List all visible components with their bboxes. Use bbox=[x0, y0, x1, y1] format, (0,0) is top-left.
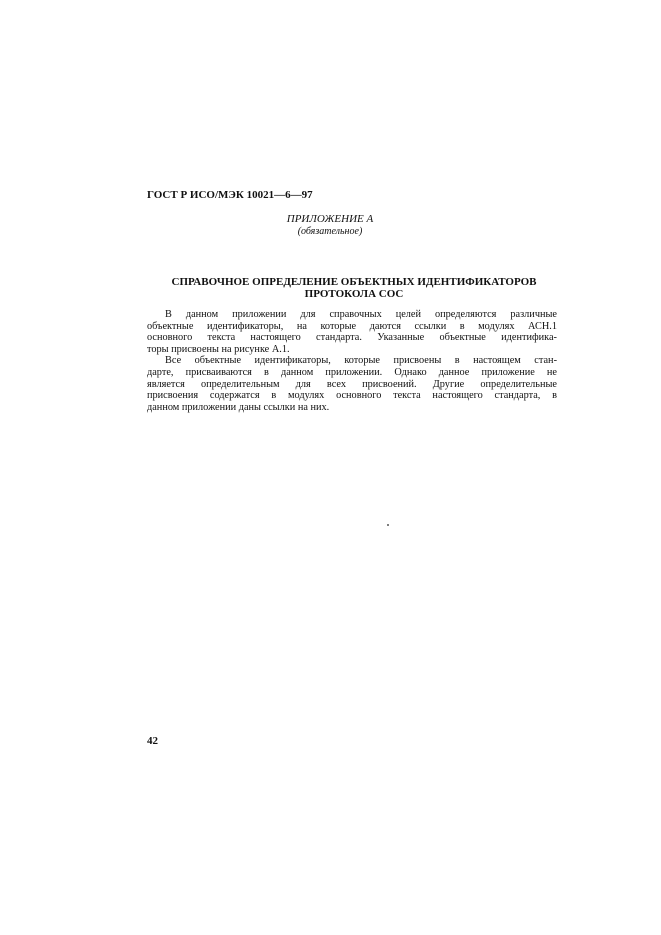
paragraph-line: торы присвоены на рисунке А.1. bbox=[147, 343, 290, 355]
paragraph-line: В данном приложении для справочных целей определяются различные bbox=[165, 309, 557, 320]
paragraph-line: Все объектные идентификаторы, которые присвоены в настоящем стан- bbox=[165, 355, 557, 367]
paragraph-line: дарте, присваиваются в данном приложении. Однако данное приложение не bbox=[147, 366, 557, 378]
paragraph-line: данном приложении даны ссылки на них. bbox=[147, 401, 330, 413]
section-heading-line-2: ПРОТОКОЛА СОС bbox=[304, 288, 404, 300]
appendix-title: ПРИЛОЖЕНИЕ А bbox=[286, 213, 374, 225]
paragraph-line: объектные идентификаторы, на которые даются ссылки в модулях АСН.1 bbox=[147, 320, 557, 332]
document-header: ГОСТ Р ИСО/МЭК 10021—6—97 bbox=[147, 189, 313, 201]
scan-speck bbox=[387, 524, 389, 526]
paragraph-line: является определительным для всех присвоений. Другие определительные bbox=[147, 378, 557, 390]
paragraph-line: присвоения содержатся в модулях основного текста настоящего стандарта, в bbox=[147, 390, 557, 402]
appendix-subtitle: (обязательное) bbox=[297, 226, 363, 237]
page-number: 42 bbox=[147, 735, 158, 747]
paragraph-line: основного текста настоящего стандарта. Указанные объектные идентифика- bbox=[147, 332, 557, 344]
body-text bbox=[147, 309, 557, 413]
section-heading-line-1: СПРАВОЧНОЕ ОПРЕДЕЛЕНИЕ ОБЪЕКТНЫХ ИДЕНТИФИКАТОРОВ bbox=[171, 276, 537, 288]
